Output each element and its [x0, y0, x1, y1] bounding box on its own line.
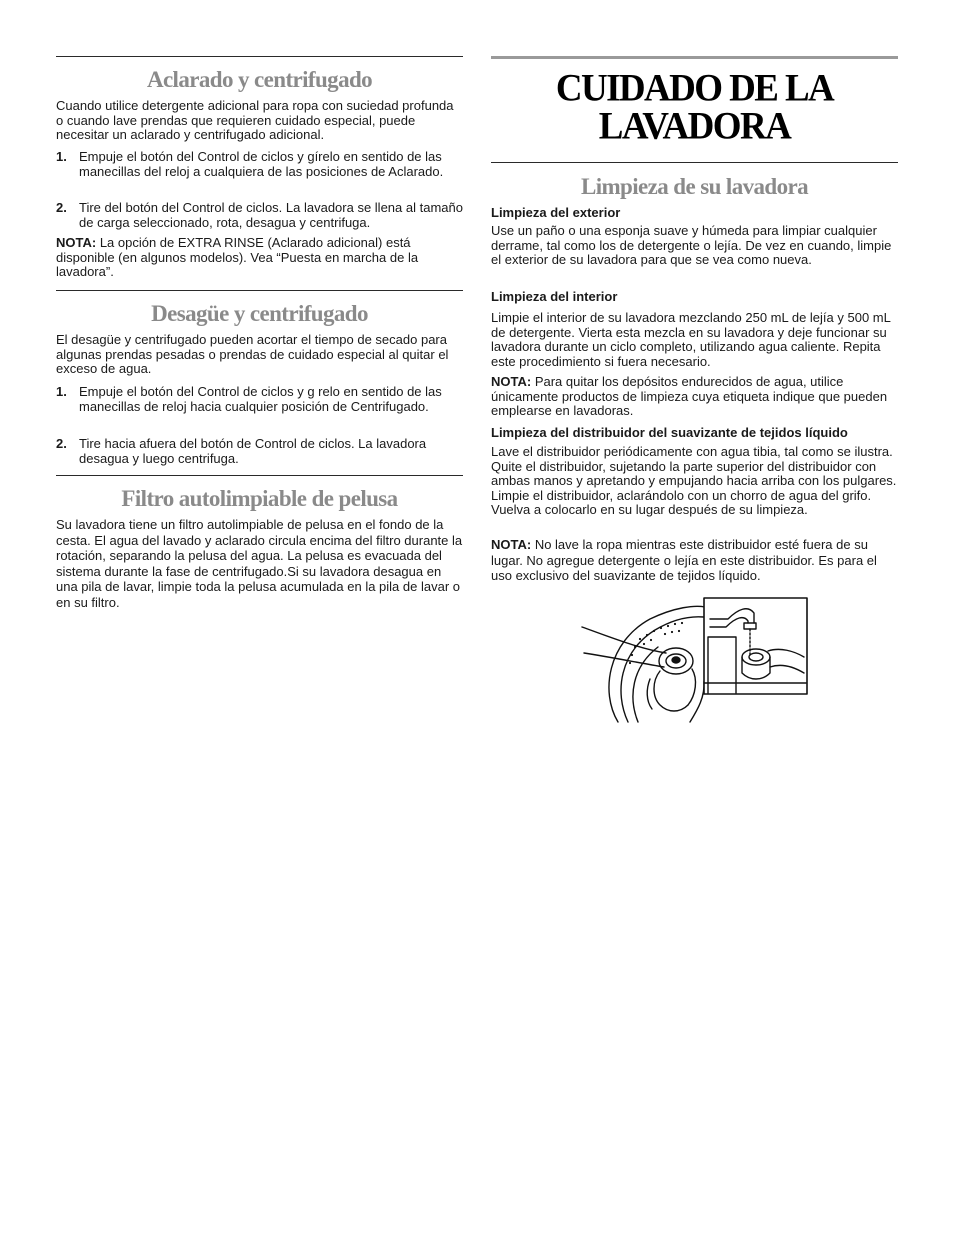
- exterior-cleaning-body: Use un paño o una esponja suave y húmeda para limpiar cualquier derrame, tal como los de detergente o lejía. De vez en cuando, limpie el exterior de su lavadora para que se vea como nueva.: [491, 223, 892, 267]
- page-title: [491, 67, 898, 148]
- title-top-rule: [491, 56, 898, 59]
- dispenser-cleaning-body: Lave el distribuidor periódicamente con agua tibia, tal como se ilustra. Quite el distribuidor, sujetando la parte superior del distribuidor con ambas manos y apretando y empujando hacia arriba con los pulgares. Limpie el distribuidor, aclarándolo con un chorro de agua del grifo. Vuelva a colocarlo en su lugar después de su limpieza.: [491, 444, 897, 517]
- step-number: 2.: [56, 436, 67, 451]
- page-title-line-2: LAVADORA: [598, 104, 791, 148]
- section-heading-lint-filter: Filtro autolimpiable de pelusa: [121, 486, 398, 511]
- note-label: NOTA:: [491, 374, 532, 389]
- note-label: NOTA:: [56, 235, 97, 250]
- interior-cleaning-title: Limpieza del interior: [491, 289, 618, 304]
- interior-cleaning-body: Limpie el interior de su lavadora mezclando 250 mL de lejía y 500 mL de detergente. Vierta esta mezcla en su lavadora y deje funcionar su lavadora durante un ciclo completo, utilizando agua caliente. Repita este procedimiento si fuera necesario.: [491, 310, 891, 369]
- rinse-spin-note: [56, 236, 463, 280]
- section-divider: [491, 162, 898, 163]
- lint-filter-body: Su lavadora tiene un filtro autolimpiable de pelusa en el fondo de la cesta. El agua del lavado y aclarado circula encima del filtro durante la rotación, separando la pelusa del agua. La pelusa es evacuada del sistema durante la fase de centrifugado.Si su lavadora desagua en una pila de lavar, limpie toda la pelusa acumulada en la pila de lavar o en su filtro.: [56, 517, 463, 610]
- note-text: La opción de EXTRA RINSE (Aclarado adicional) está disponible (en algunos modelos). Vea “Puesta en marcha de la lavadora”.: [56, 235, 419, 279]
- dispenser-cleaning-title: Limpieza del distribuidor del suavizante de tejidos líquido: [491, 425, 848, 440]
- section-heading-rinse-spin: Aclarado y centrifugado: [146, 67, 373, 92]
- note-text: Para quitar los depósitos endurecidos de agua, utilice únicamente productos de limpieza cuya etiqueta indique que pueden emplearse en lavadoras.: [491, 374, 888, 418]
- list-item: [56, 436, 463, 466]
- exterior-cleaning-title: Limpieza del exterior: [491, 205, 621, 220]
- washer-drum-drawing: [609, 606, 705, 722]
- dispenser-cleaning-illustration: [580, 597, 810, 723]
- section-divider: [56, 290, 463, 291]
- step-text: Empuje el botón del Control de ciclos y gírelo en sentido de las manecillas del reloj a cualquiera de las posiciones de Aclarado.: [79, 149, 444, 179]
- note-label: NOTA:: [491, 537, 532, 552]
- step-number: 1.: [56, 384, 67, 399]
- dispenser-cleaning-note: [491, 537, 898, 584]
- step-text: Tire del botón del Control de ciclos. La lavadora se llena al tamaño de carga seleccionado, rota, desagua y centrifuga.: [79, 200, 463, 230]
- section-divider: [56, 56, 463, 57]
- list-item: [56, 384, 463, 414]
- list-item: [56, 200, 463, 230]
- drain-spin-intro: El desagüe y centrifugado pueden acortar el tiempo de secado para algunas prendas pesadas o prendas de cuidado especial al quitar el exceso de agua.: [56, 332, 449, 376]
- note-text: No lave la ropa mientras este distribuidor esté fuera de su lugar. No agregue detergente o lejía en este distribuidor. Es para el uso exclusivo del suavizante de tejidos líquido.: [491, 537, 877, 584]
- step-number: 2.: [56, 200, 67, 215]
- section-heading-cleaning: Limpieza de su lavadora: [580, 174, 809, 199]
- rinse-spin-intro: Cuando utilice detergente adicional para ropa con suciedad profunda o cuando lave prendas que requieren cuidado especial, puede necesitar un aclarado y centrifugado adicional.: [56, 98, 454, 142]
- interior-cleaning-note: [491, 375, 898, 419]
- section-divider: [56, 475, 463, 476]
- step-text: Tire hacia afuera del botón de Control de ciclos. La lavadora desagua y luego centrifuga.: [79, 436, 427, 466]
- list-item: [56, 149, 463, 179]
- step-text: Empuje el botón del Control de ciclos y g relo en sentido de las manecillas de reloj hacia cualquier posición de Centrifugado.: [79, 384, 442, 414]
- section-heading-drain-spin: Desagüe y centrifugado: [151, 301, 368, 326]
- page-title-line-1: CUIDADO DE LA: [555, 67, 834, 111]
- step-number: 1.: [56, 149, 67, 164]
